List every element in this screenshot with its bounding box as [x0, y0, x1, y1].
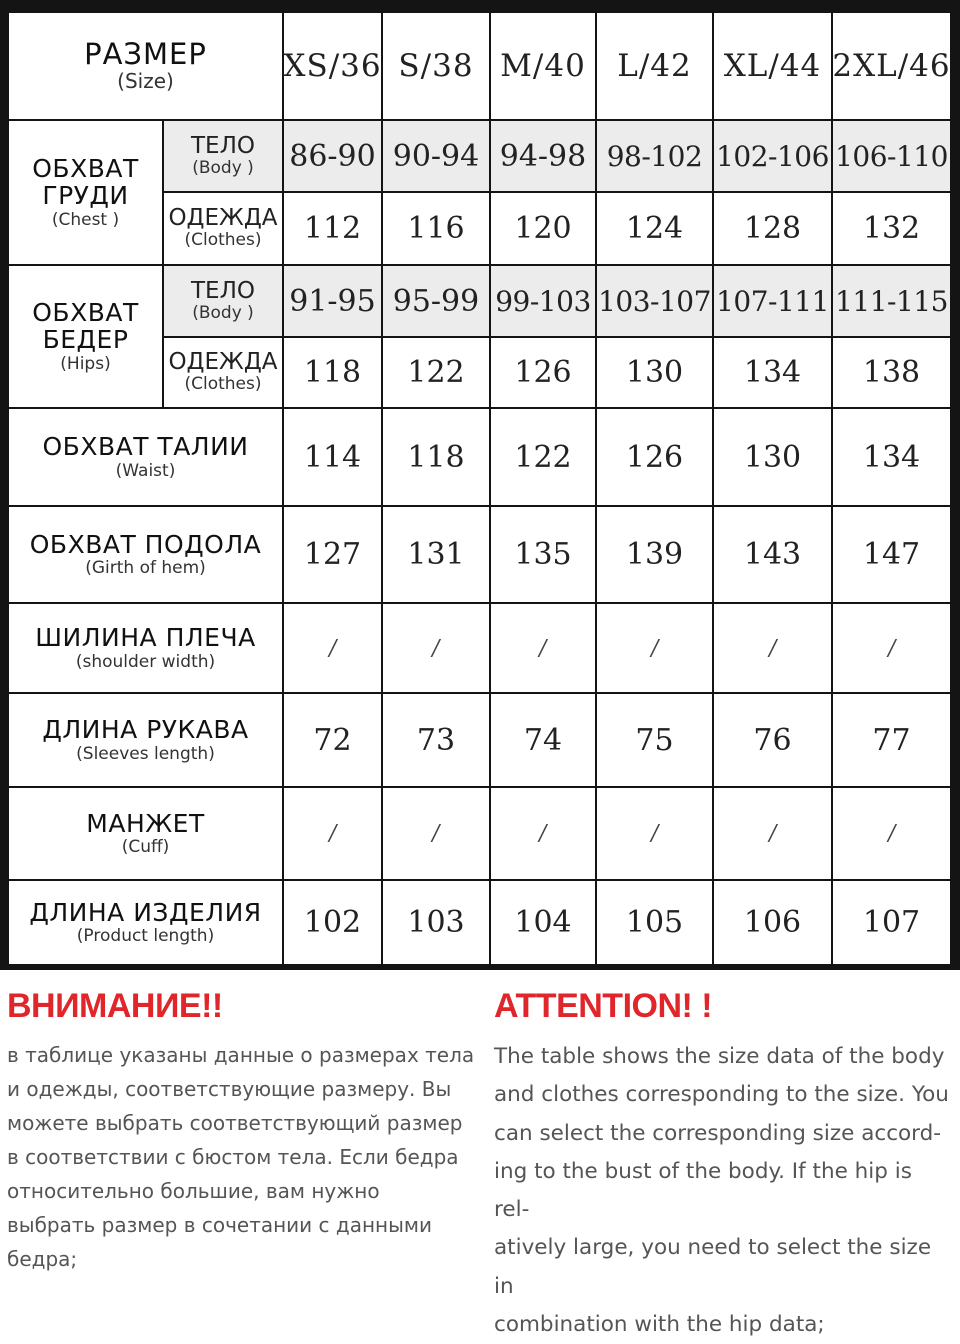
size-value: 135	[514, 537, 572, 572]
value-cell	[833, 507, 950, 602]
empty-value-slash: /	[766, 635, 779, 661]
size-value: 103	[407, 905, 465, 940]
size-value: 102-106	[716, 139, 829, 173]
size-value: 114	[303, 439, 362, 475]
value-cell	[597, 193, 712, 264]
size-column-header	[491, 13, 595, 119]
subrow-label: ТЕЛО	[191, 132, 255, 159]
empty-value-slash: /	[537, 821, 549, 846]
subrow-sublabel: (Clothes)	[184, 374, 262, 395]
row-label-cell	[9, 409, 282, 505]
value-cell	[383, 881, 489, 964]
size-value: 107-111	[716, 284, 829, 318]
row-label: ДЛИНА РУКАВА	[42, 715, 249, 745]
value-cell	[284, 266, 381, 336]
value-cell	[597, 121, 712, 191]
row-label: ШИЛИНА ПЛЕЧА	[35, 623, 256, 653]
value-cell	[833, 694, 950, 786]
value-cell	[491, 694, 595, 786]
size-value: 106-110	[835, 139, 948, 173]
value-cell	[833, 338, 950, 407]
value-cell	[383, 604, 489, 692]
value-cell	[284, 881, 381, 964]
value-cell	[597, 694, 712, 786]
value-cell	[284, 409, 381, 505]
size-value: 102	[303, 905, 362, 940]
value-cell	[714, 266, 831, 336]
empty-value-slash: /	[648, 635, 661, 661]
value-cell	[383, 409, 489, 505]
subrow-sublabel: (Clothes)	[184, 230, 262, 251]
value-cell	[714, 193, 831, 264]
value-cell	[383, 507, 489, 602]
value-cell	[714, 121, 831, 191]
size-value: 72	[313, 722, 352, 758]
row-label: ОБХВАТ ТАЛИИ	[42, 432, 249, 462]
value-cell	[597, 604, 712, 692]
group-label: ОБХВАТ БЕДЕР	[32, 297, 139, 355]
group-sublabel: (Chest )	[51, 209, 120, 230]
size-header-cell	[9, 13, 282, 119]
row-label: ДЛИНА ИЗДЕЛИЯ	[29, 897, 262, 927]
size-value: 134	[862, 439, 921, 475]
size-value: 75	[635, 722, 674, 758]
empty-value-slash: /	[648, 821, 661, 846]
value-cell	[284, 694, 381, 786]
size-value: 128	[743, 211, 802, 246]
empty-value-slash: /	[326, 821, 339, 846]
value-cell	[491, 409, 595, 505]
attention-text-en: The table shows the size data of the body and clothes corresponding to the size. You can select the corresponding size accord- ing to the bust of the body. If the hip is rel- atively large, you need to select the size in combination with the hip data;	[494, 1044, 949, 1338]
size-value: 94-98	[499, 138, 587, 174]
subrow-label-cell	[164, 193, 282, 264]
value-cell	[491, 881, 595, 964]
subrow-sublabel: (Body )	[192, 302, 254, 323]
size-value: 116	[407, 211, 465, 246]
size-value: 120	[514, 211, 572, 246]
size-label: S/38	[398, 48, 474, 84]
row-label-cell	[9, 881, 282, 964]
value-cell	[383, 788, 489, 879]
value-cell	[714, 507, 831, 602]
size-value: 99-103	[495, 284, 591, 318]
size-value: 134	[743, 355, 802, 390]
value-cell	[714, 788, 831, 879]
row-sublabel: (Sleeves length)	[76, 743, 215, 764]
group-sublabel: (Hips)	[60, 353, 111, 374]
empty-value-slash: /	[766, 821, 779, 846]
size-value: 122	[407, 355, 465, 390]
value-cell	[284, 507, 381, 602]
size-value: 118	[407, 439, 465, 475]
attention-title-en: ATTENTION! !	[494, 987, 713, 1025]
value-cell	[597, 338, 712, 407]
row-label-cell	[9, 694, 282, 786]
size-label: XL/44	[723, 48, 822, 84]
size-value: 76	[753, 722, 792, 758]
value-cell	[833, 881, 950, 964]
size-header-sublabel: (Size)	[117, 69, 174, 94]
value-cell	[833, 266, 950, 336]
subrow-label: ТЕЛО	[191, 277, 255, 304]
size-label: 2XL/46	[832, 48, 951, 84]
value-cell	[491, 338, 595, 407]
subrow-label-cell	[164, 121, 282, 191]
size-value: 104	[514, 905, 572, 940]
size-label: M/40	[500, 48, 586, 84]
size-value: 112	[303, 211, 362, 246]
value-cell	[383, 694, 489, 786]
value-cell	[284, 338, 381, 407]
row-label: ОБХВАТ ПОДОЛА	[29, 529, 262, 559]
empty-value-slash: /	[537, 635, 549, 661]
row-sublabel: (Girth of hem)	[85, 558, 206, 579]
value-cell	[383, 338, 489, 407]
size-column-header	[714, 13, 831, 119]
attention-text-ru: в таблице указаны данные о размерах тела и одежды, соответствующие размеру. Вы можете выбрать соответствующий размер в соответствии с бюстом тела. Если бедра относительно большие, вам нужно выбрать размер в сочетании с данными бедра;	[7, 1043, 475, 1271]
size-value: 130	[743, 439, 802, 475]
size-label: XS/36	[283, 48, 382, 84]
empty-value-slash: /	[885, 635, 898, 661]
value-cell	[714, 694, 831, 786]
value-cell	[284, 604, 381, 692]
size-column-header	[833, 13, 950, 119]
subrow-sublabel: (Body )	[192, 157, 254, 178]
row-sublabel: (Cuff)	[121, 837, 170, 858]
value-cell	[714, 604, 831, 692]
value-cell	[491, 507, 595, 602]
value-cell	[491, 788, 595, 879]
value-cell	[833, 193, 950, 264]
size-value: 106	[743, 905, 802, 940]
value-cell	[597, 507, 712, 602]
size-value: 122	[514, 439, 572, 475]
size-header-label: РАЗМЕР	[84, 36, 207, 71]
value-cell	[597, 409, 712, 505]
row-sublabel: (shoulder width)	[75, 651, 216, 672]
value-cell	[491, 121, 595, 191]
attention-title-ru: ВНИМАНИЕ!!	[7, 987, 223, 1025]
value-cell	[491, 604, 595, 692]
value-cell	[714, 881, 831, 964]
size-value: 107	[862, 905, 921, 940]
row-label-cell	[9, 788, 282, 879]
size-value: 86-90	[289, 138, 376, 174]
group-label-cell	[9, 266, 162, 407]
size-value: 90-94	[392, 138, 480, 174]
size-value: 131	[407, 537, 465, 572]
row-label-cell	[9, 604, 282, 692]
value-cell	[833, 788, 950, 879]
row-label-cell	[9, 507, 282, 602]
size-value: 77	[872, 722, 911, 758]
empty-value-slash: /	[430, 821, 442, 846]
size-value: 98-102	[606, 139, 703, 173]
value-cell	[597, 881, 712, 964]
size-value: 118	[303, 355, 362, 390]
size-value: 132	[862, 211, 921, 246]
value-cell	[383, 193, 489, 264]
subrow-label: ОДЕЖДА	[168, 205, 278, 232]
size-value: 126	[625, 439, 684, 475]
value-cell	[833, 604, 950, 692]
value-cell	[284, 121, 381, 191]
value-cell	[284, 788, 381, 879]
row-label: МАНЖЕТ	[86, 808, 205, 838]
group-label-cell	[9, 121, 162, 264]
size-value: 91-95	[289, 283, 376, 319]
value-cell	[284, 193, 381, 264]
value-cell	[597, 788, 712, 879]
size-value: 105	[625, 905, 684, 940]
size-column-header	[383, 13, 489, 119]
empty-value-slash: /	[430, 635, 442, 661]
size-value: 111-115	[835, 284, 948, 318]
size-column-header	[284, 13, 381, 119]
size-value: 74	[523, 722, 563, 758]
value-cell	[714, 409, 831, 505]
group-label: ОБХВАТ ГРУДИ	[32, 153, 139, 211]
size-column-header	[597, 13, 712, 119]
value-cell	[491, 193, 595, 264]
size-value: 143	[743, 537, 802, 572]
subrow-label: ОДЕЖДА	[168, 349, 278, 376]
size-value: 126	[514, 355, 572, 390]
size-value: 124	[625, 211, 684, 246]
row-sublabel: (Waist)	[115, 460, 176, 481]
size-value: 139	[625, 537, 684, 572]
size-label: L/42	[617, 48, 692, 84]
value-cell	[491, 266, 595, 336]
value-cell	[383, 266, 489, 336]
value-cell	[714, 338, 831, 407]
empty-value-slash: /	[326, 635, 339, 661]
size-value: 103-107	[598, 284, 711, 318]
size-value: 95-99	[392, 283, 480, 319]
value-cell	[597, 266, 712, 336]
size-value: 147	[862, 537, 921, 572]
subrow-label-cell	[164, 266, 282, 336]
size-value: 130	[625, 355, 684, 390]
size-value: 73	[416, 722, 456, 758]
size-value: 138	[862, 355, 921, 390]
empty-value-slash: /	[885, 821, 898, 846]
subrow-label-cell	[164, 338, 282, 407]
value-cell	[833, 121, 950, 191]
row-sublabel: (Product length)	[76, 926, 215, 947]
value-cell	[383, 121, 489, 191]
size-value: 127	[303, 537, 362, 572]
value-cell	[833, 409, 950, 505]
